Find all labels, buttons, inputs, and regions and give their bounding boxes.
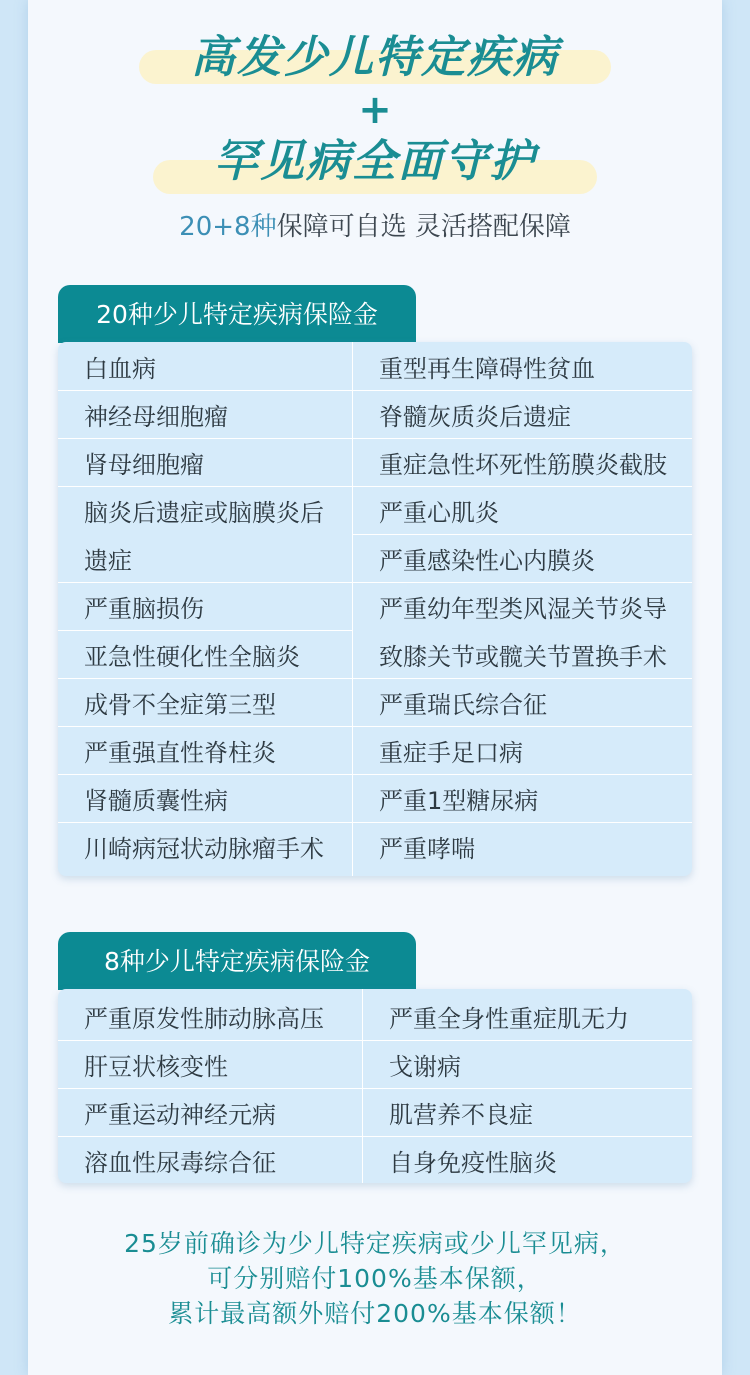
section2-table — [58, 989, 692, 1183]
plus-sign: + — [358, 87, 392, 133]
footer-line1: 25岁前确诊为少儿特定疾病或少儿罕见病， — [124, 1229, 626, 1258]
table-cell: 肾髓质囊性病 — [84, 786, 228, 815]
table-cell: 亚急性硬化性全脑炎 — [84, 642, 300, 671]
subtitle-rest: 保障可自选 灵活搭配保障 — [276, 212, 571, 242]
table-cell: 重症急性坏死性筋膜炎截肢 — [379, 450, 667, 479]
table-cell: 严重幼年型类风湿关节炎导 — [379, 594, 667, 623]
table-cell: 严重运动神经元病 — [84, 1100, 276, 1129]
table-cell: 重型再生障碍性贫血 — [379, 354, 595, 383]
section1-table — [58, 342, 692, 876]
table-cell: 严重脑损伤 — [84, 594, 204, 623]
table-cell: 成骨不全症第三型 — [84, 690, 276, 719]
table-cell: 严重全身性重症肌无力 — [389, 1004, 629, 1033]
table-cell: 脑炎后遗症或脑膜炎后 — [84, 498, 324, 527]
table-cell: 川崎病冠状动脉瘤手术 — [84, 834, 324, 863]
table-cell: 致膝关节或髋关节置换手术 — [379, 642, 667, 671]
table-cell: 溶血性尿毒综合征 — [84, 1148, 276, 1177]
table-cell: 严重心肌炎 — [379, 498, 499, 527]
table-cell: 严重哮喘 — [379, 834, 475, 863]
section1-title: 20种少儿特定疾病保险金 — [58, 285, 416, 343]
footer-line2: 可分别赔付100%基本保额， — [207, 1264, 543, 1293]
footer-line3: 累计最高额外赔付200%基本保额！ — [168, 1299, 582, 1328]
table-cell: 自身免疫性脑炎 — [389, 1148, 557, 1177]
table-cell: 神经母细胞瘤 — [84, 402, 228, 431]
headline-line1: 高发少儿特定疾病 — [191, 32, 559, 83]
subtitle — [0, 210, 750, 244]
headline-line2: 罕见病全面守护 — [214, 136, 536, 187]
table-cell: 戈谢病 — [389, 1052, 461, 1081]
table-cell: 白血病 — [84, 354, 156, 383]
table-cell: 严重1型糖尿病 — [379, 786, 539, 815]
table-cell: 严重强直性脊柱炎 — [84, 738, 276, 767]
table-cell: 严重原发性肺动脉高压 — [84, 1004, 324, 1033]
table-cell: 遗症 — [84, 546, 132, 575]
table-cell: 重症手足口病 — [379, 738, 523, 767]
section2-title: 8种少儿特定疾病保险金 — [58, 932, 416, 990]
footer-note — [0, 1226, 750, 1331]
table-cell: 肌营养不良症 — [389, 1100, 533, 1129]
table-cell: 脊髓灰质炎后遗症 — [379, 402, 571, 431]
table-cell: 严重瑞氏综合征 — [379, 690, 547, 719]
table-cell: 严重感染性心内膜炎 — [379, 546, 595, 575]
subtitle-highlight: 20+8种 — [179, 212, 277, 242]
table-cell: 肝豆状核变性 — [84, 1052, 228, 1081]
table-cell: 肾母细胞瘤 — [84, 450, 204, 479]
